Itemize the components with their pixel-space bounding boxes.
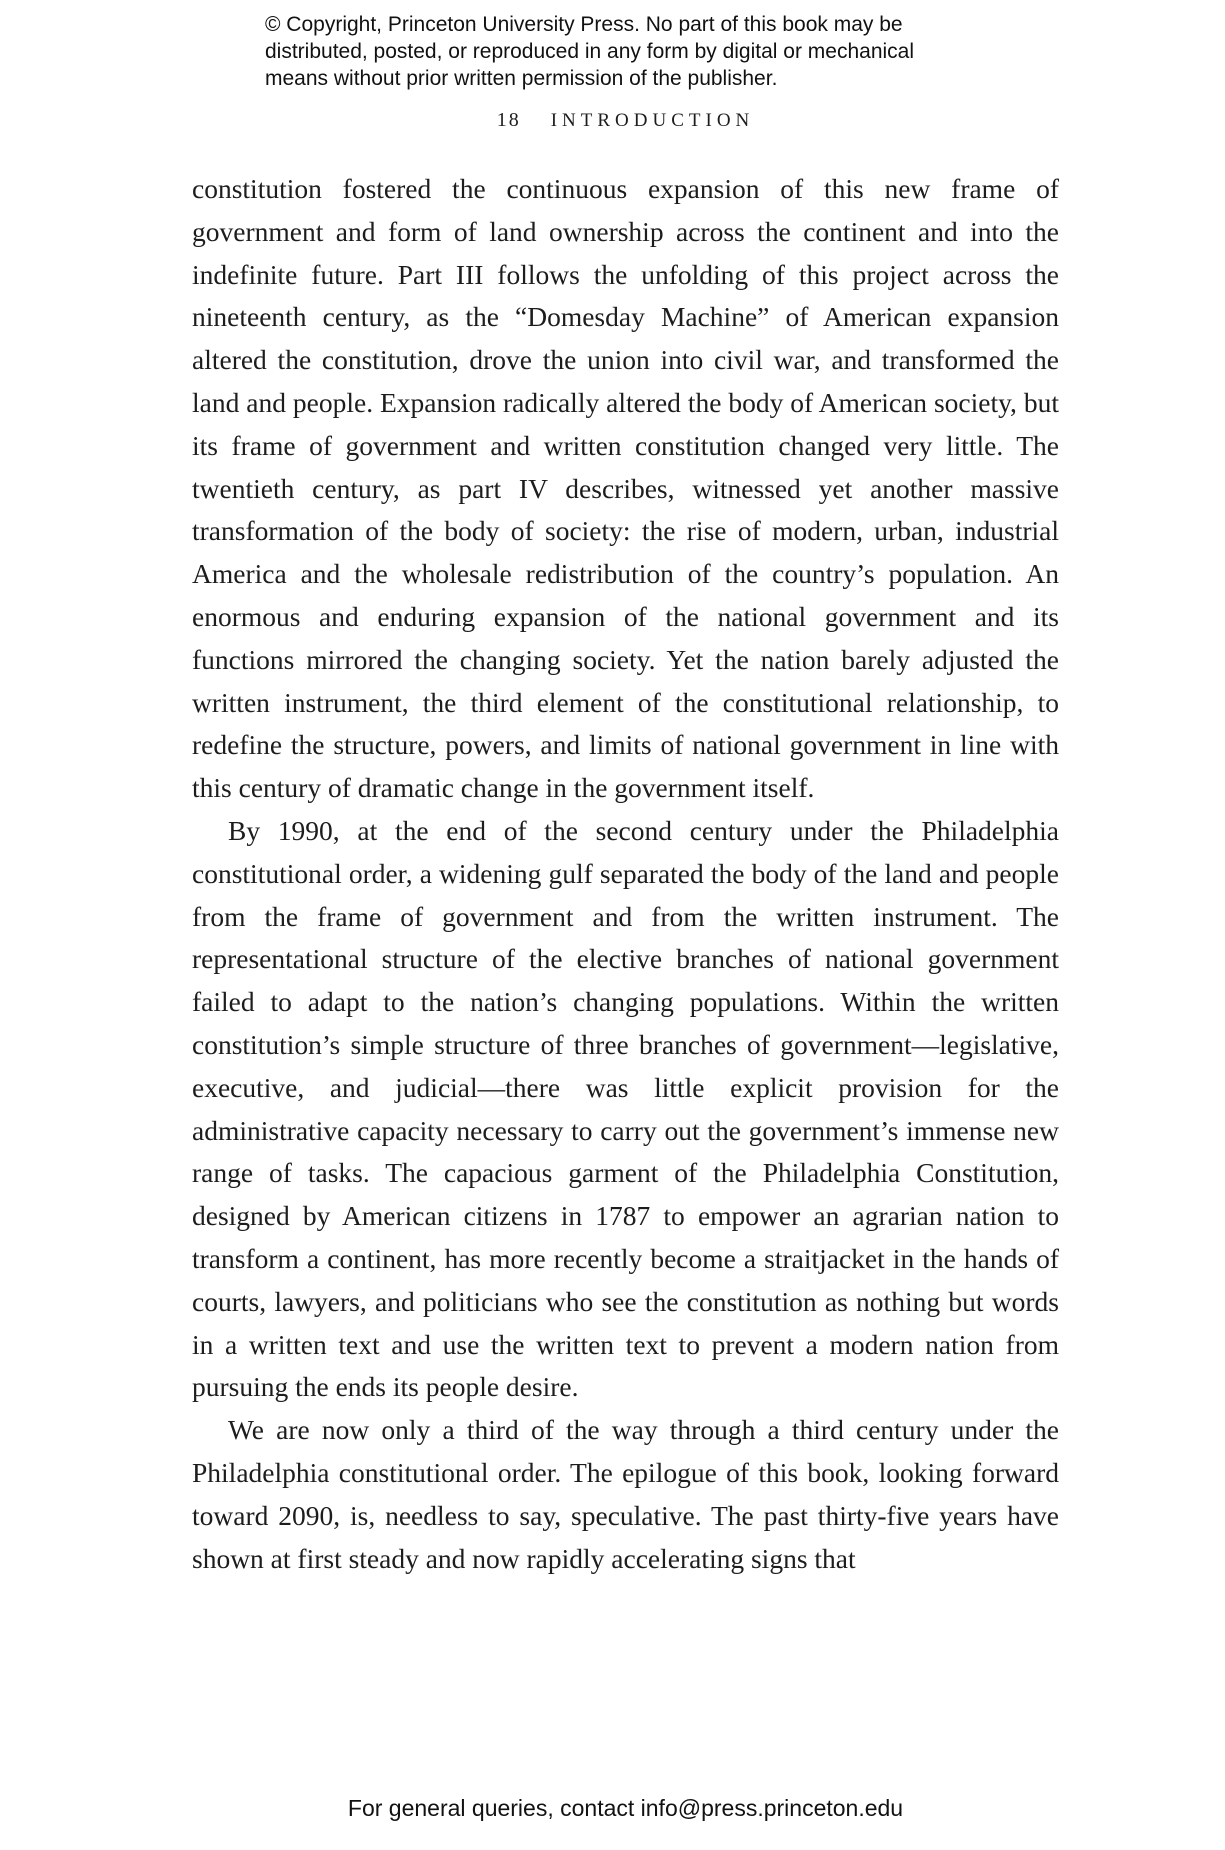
body-paragraph: By 1990, at the end of the second century under the Philadelphia constitutional order, a widening gulf separated the body of the land and people from the frame of government and from the written instrument. The representational structure of the elective branches of national government failed to adapt to the nation’s changing populations. Within the written constitution’s simple structure of three branches of government—legislative, executive, and judicial—there was little explicit provision for the administrative capacity necessary to carry out the government’s immense new range of tasks. The capacious garment of the Philadelphia Constitution, designed by American citizens in 1787 to empower an agrarian nation to transform a continent, has more recently become a straitjacket in the hands of courts, lawyers, and politicians who see the constitution as nothing but words in a written text and use the written text to prevent a modern nation from pursuing the ends its people desire.	[192, 814, 1059, 1403]
page-number: 18	[496, 109, 521, 131]
body-paragraph: We are now only a third of the way through a third century under the Philadelphia constitutional order. The epilogue of this book, looking forward toward 2090, is, needless to say, speculative. The past thirty-five years have shown at first steady and now rapidly accelerating signs that	[192, 1414, 1059, 1574]
body-paragraph: constitution fostered the continuous expansion of this new frame of government and form of land ownership across the continent and into the indefinite future. Part III follows the unfolding of this project across the nineteenth century, as the “Domesday Machine” of American expansion altered the constitution, drove the union into civil war, and transformed the land and people. Expansion radically altered the body of American society, but its frame of government and written constitution changed very little. The twentieth century, as part IV describes, witnessed yet another massive transformation of the body of society: the rise of modern, urban, industrial America and the wholesale redistribution of the country’s population. An enormous and enduring expansion of the national government and its functions mirrored the changing society. Yet the nation barely adjusted the written instrument, the third element of the constitutional relationship, to redefine the structure, powers, and limits of national government in line with this century of dramatic change in the government itself.	[192, 173, 1059, 804]
running-header	[192, 109, 1059, 132]
footer-contact-line: For general queries, contact info@press.princeton.edu	[347, 1795, 904, 1821]
copyright-line: © Copyright, Princeton University Press. No part of this book may be	[265, 13, 903, 36]
body-text-block	[192, 168, 1059, 1580]
running-head: INTRODUCTION	[550, 110, 755, 131]
copyright-notice	[265, 11, 914, 92]
copyright-line: distributed, posted, or reproduced in any form by digital or mechanical	[265, 40, 915, 63]
copyright-line: means without prior written permission of the publisher.	[265, 67, 778, 90]
